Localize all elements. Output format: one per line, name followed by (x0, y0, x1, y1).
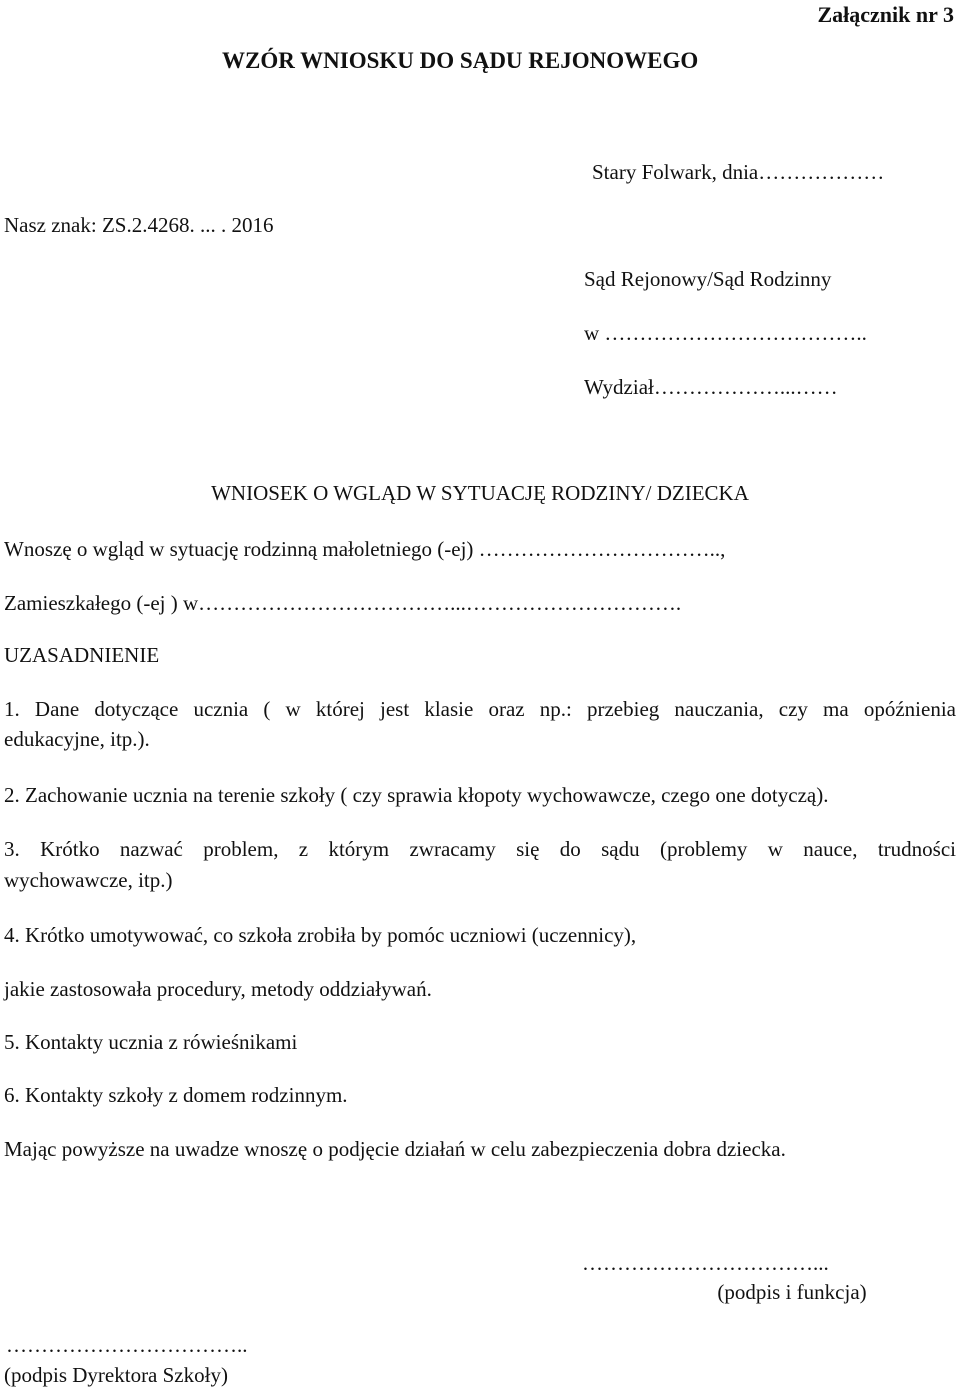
item-4-line-2: jakie zastosowała procedury, metody oddziaływań. (4, 977, 432, 1001)
signature-right-line: ……………………………... (582, 1251, 829, 1275)
place-date: Stary Folwark, dnia……………… (592, 160, 885, 184)
signature-left-line: …………………………….. (6, 1333, 248, 1357)
justification-heading: UZASADNIENIE (4, 643, 160, 667)
closing-statement: Mając powyższe na uwadze wnoszę o podjęcie działań w celu zabezpieczenia dobra dziecka. (4, 1137, 786, 1161)
template-title: WZÓR WNIOSKU DO SĄDU REJONOWEGO (222, 48, 699, 73)
item-3-line-2: wychowawcze, itp.) (4, 868, 173, 892)
court-city: w ……………………………….. (584, 321, 867, 345)
residence-line: Zamieszkałego (-ej ) w………………………………...…………………………. (4, 591, 682, 615)
motion-title: WNIOSEK O WGLĄD W SYTUACJĘ RODZINY/ DZIECKA (211, 481, 749, 505)
item-3-line-1: 3. Krótko nazwać problem, z którym zwracamy się do sądu (problemy w nauce, trudności (4, 837, 956, 861)
court-name: Sąd Rejonowy/Sąd Rodzinny (584, 267, 832, 291)
annex-label: Załącznik nr 3 (817, 2, 954, 27)
item-1-line-1: 1. Dane dotyczące ucznia ( w której jest klasie oraz np.: przebieg nauczania, czy ma opóźnienia (4, 697, 956, 721)
signature-left-caption: (podpis Dyrektora Szkoły) (4, 1363, 228, 1387)
item-6: 6. Kontakty szkoły z domem rodzinnym. (4, 1083, 348, 1107)
item-4-line-1: 4. Krótko umotywować, co szkoła zrobiła by pomóc uczniowi (uczennicy), (4, 923, 637, 947)
item-5: 5. Kontakty ucznia z rówieśnikami (4, 1030, 298, 1054)
court-department: Wydział………………...…… (584, 375, 838, 399)
signature-right-caption: (podpis i funkcja) (717, 1280, 867, 1304)
signature-left (4, 1332, 304, 1388)
our-reference: Nasz znak: ZS.2.4268. ... . 2016 (4, 213, 274, 237)
request-line: Wnoszę o wgląd w sytuację rodzinną małoletniego (-ej) …………………………….., (4, 537, 726, 561)
signature-right (582, 1250, 954, 1305)
item-1-line-2: edukacyjne, itp.). (4, 727, 150, 751)
item-2: 2. Zachowanie ucznia na terenie szkoły ( czy sprawia kłopoty wychowawcze, czego one dotyczą). (4, 783, 829, 807)
